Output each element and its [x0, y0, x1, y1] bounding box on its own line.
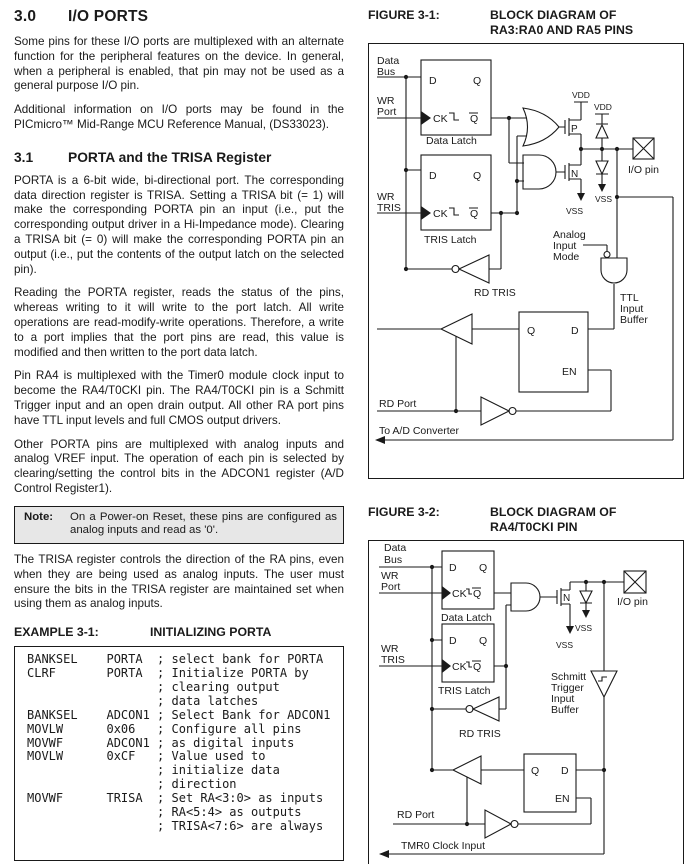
example-heading	[14, 625, 344, 639]
latch-q-label: Q	[479, 635, 488, 647]
code-line: ; initialize data	[27, 763, 280, 778]
latch-ck-label: CK	[433, 113, 448, 125]
analog-input-mode-label2: Input	[553, 240, 577, 252]
schmitt-trigger-buffer	[551, 671, 617, 716]
wr-tris-label2: TRIS	[381, 654, 405, 666]
code-line: MOVLW 0x06 ; Configure all pins	[27, 721, 302, 736]
figure-3-2-diagram	[369, 541, 683, 863]
and-gate	[511, 583, 540, 611]
rd-tris-label: RD TRIS	[474, 287, 516, 299]
latch-en-label: EN	[562, 366, 577, 378]
paragraph-porta-2: Reading the PORTA register, reads the status of the pins, whereas writing to it will write to the port latch. All write operations are read-modify-write operations. Therefore, a write to a port implies that the port pins are read, this value is modified and then written to the port data latch.	[14, 286, 344, 359]
ttl-buffer-label2: Input	[620, 303, 644, 315]
input-latch	[519, 312, 588, 392]
paragraph-intro-1: Some pins for these I/O ports are multiplexed with an alternate function for the peripheral features on the device. In general, when a peripheral is enabled, that pin may not be used as a general purpose I/O pin.	[14, 35, 344, 93]
latch-d-label: D	[449, 635, 457, 647]
latch-d-label: D	[449, 562, 457, 574]
code-line: BANKSEL ADCON1 ; Select Bank for ADCON1	[27, 707, 331, 722]
latch-d-label: D	[429, 75, 437, 87]
figure-3-1-title-line2: RA3:RA0 AND RA5 PINS	[490, 22, 634, 37]
vss-label: VSS	[556, 640, 574, 650]
or-gate	[523, 108, 559, 146]
rd-tris-label: RD TRIS	[459, 728, 501, 740]
analog-input-mode-label3: Mode	[553, 251, 580, 263]
data-bus-label: Data	[384, 542, 407, 554]
paragraph-porta-3: Pin RA4 is multiplexed with the Timer0 module clock input to become the RA4/T0CKI pin. The RA4/T0CKI pin is a Schmitt Trigger input and an open drain output. All other RA port pins have TTL input levels and full CMOS output drivers.	[14, 369, 344, 427]
code-line: CLRF PORTA ; Initialize PORTA by	[27, 666, 309, 680]
latch-d-label: D	[429, 170, 437, 182]
code-line: ; clearing output	[27, 679, 280, 694]
wr-tris-label2: TRIS	[377, 202, 401, 214]
figure-3-2-title-line1: BLOCK DIAGRAM OF	[490, 505, 617, 519]
ttl-buffer-label: TTL	[620, 292, 639, 304]
tmr0-clock-input-label: TMR0 Clock Input	[401, 840, 486, 852]
vss-label: VSS	[595, 194, 613, 204]
code-line: MOVLW 0xCF ; Value used to	[27, 749, 266, 764]
ttl-buffer-label3: Buffer	[620, 314, 648, 326]
subsection-number: 3.1	[14, 149, 34, 165]
latch-qbar-label: Q	[473, 588, 482, 600]
section-title: I/O PORTS	[68, 8, 149, 25]
code-line: ; TRISA<7:6> are always	[27, 818, 324, 833]
bus-and-control-labels	[381, 542, 406, 666]
subsection-title: PORTA and the TRISA Register	[68, 149, 272, 165]
figure-3-2-frame	[368, 540, 684, 864]
n-mosfet-label: N	[563, 593, 571, 604]
data-bus-label2: Bus	[384, 554, 403, 566]
figure-3-2-title-line2: RA4/T0CKI PIN	[490, 519, 578, 534]
io-pin-label: I/O pin	[617, 596, 648, 608]
p-mosfet-label: P	[571, 124, 578, 135]
io-pin-label: I/O pin	[628, 164, 659, 176]
rd-port-label: RD Port	[397, 809, 435, 821]
schmitt-buffer-label2: Trigger	[551, 682, 584, 694]
wr-port-label: WR	[377, 95, 395, 107]
paragraph-intro-2: Additional information on I/O ports may be found in the PICmicro™ Mid-Range MCU Reference Manual, (DS33023).	[14, 103, 344, 131]
analog-input-mode	[553, 229, 586, 263]
latch-q-label: Q	[473, 170, 482, 182]
vdd-label: VDD	[594, 102, 612, 112]
paragraph-porta-4: Other PORTA pins are multiplexed with analog inputs and analog VREF input. The operation of each pin is selected by clearing/setting the control bits in the ADCON1 register (A/D Control Register1).	[14, 437, 344, 495]
io-pin	[628, 138, 659, 176]
bus-and-control-labels	[377, 55, 401, 214]
figure-3-1-heading	[368, 8, 684, 37]
latch-qbar-label: Q	[473, 661, 482, 673]
n-mosfet-label: N	[571, 169, 579, 180]
tris-latch-caption: TRIS Latch	[424, 234, 477, 246]
wr-port-label2: Port	[381, 581, 401, 593]
latch-en-label: EN	[555, 793, 570, 805]
latch-ck-label: CK	[433, 208, 448, 220]
data-bus-label: Data	[377, 55, 400, 67]
wr-tris-label: WR	[377, 191, 395, 203]
right-column	[368, 0, 684, 864]
code-line: ; data latches	[27, 693, 259, 708]
figure-3-2-heading	[368, 505, 684, 534]
latch-d-label: D	[561, 765, 569, 777]
data-latch-caption: Data Latch	[441, 612, 492, 624]
example-code-box	[14, 646, 344, 861]
rd-port-label: RD Port	[379, 398, 417, 410]
latch-q-label: Q	[527, 325, 536, 337]
figure-3-2-label: FIGURE 3-2:	[368, 505, 440, 519]
data-latch	[441, 551, 494, 624]
to-ad-converter	[375, 425, 459, 444]
analog-input-mode-label: Analog	[553, 229, 586, 241]
vss-label: VSS	[566, 206, 584, 216]
wr-tris-label: WR	[381, 643, 399, 655]
paragraph-porta-1: PORTA is a 6-bit wide, bi-directional port. The corresponding data direction register is TRISA. Setting a TRISA bit (= 1) will make the corresponding PORTA pin an input (i.e., put the corresponding output driver in a Hi-Impedance mode). Clearing a TRISA bit (= 0) will make the corresponding PORTA pin an output (i.e., put the contents of the output latch on the selected pin).	[14, 173, 344, 276]
figure-3-1-title-line1: BLOCK DIAGRAM OF	[490, 8, 617, 22]
latch-q-label: Q	[473, 75, 482, 87]
wr-port-label: WR	[381, 570, 399, 582]
schmitt-buffer-label4: Buffer	[551, 704, 579, 716]
tris-latch	[438, 624, 494, 697]
note-box	[14, 506, 344, 544]
clamp-diode	[575, 591, 592, 633]
vss-label: VSS	[575, 623, 593, 633]
n-transistor	[556, 593, 574, 650]
latch-ck-label: CK	[452, 661, 467, 673]
data-bus-label2: Bus	[377, 66, 396, 78]
example-title: INITIALIZING PORTA	[150, 625, 272, 640]
ttl-input-buffer-gate	[601, 252, 648, 327]
code-line: ; direction	[27, 777, 237, 792]
code-line: MOVWF ADCON1 ; as digital inputs	[27, 735, 295, 750]
vdd-label: VDD	[572, 90, 590, 100]
tris-latch	[421, 155, 491, 246]
figure-3-2-title	[490, 505, 616, 534]
latch-qbar-label: Q	[470, 208, 479, 220]
latch-qbar-label: Q	[470, 113, 479, 125]
subsection-heading	[14, 150, 344, 165]
latch-q-label: Q	[531, 765, 540, 777]
to-ad-converter-label: To A/D Converter	[379, 425, 459, 437]
paragraph-trisa: The TRISA register controls the direction of the RA pins, even when they are being used as analog inputs. The user must ensure the bits in the TRISA register are maintained set when using them as analog inputs.	[14, 552, 344, 611]
code-line: MOVWF TRISA ; Set RA<3:0> as inputs	[27, 791, 324, 806]
figure-3-1-frame	[368, 43, 684, 479]
note-text: On a Power-on Reset, these pins are configured as analog inputs and read as '0'.	[70, 510, 337, 537]
latch-q-label: Q	[479, 562, 488, 574]
latch-ck-label: CK	[452, 588, 467, 600]
clamp-diodes	[594, 102, 612, 204]
latch-d-label: D	[571, 325, 579, 337]
rd-tris-buffer	[459, 697, 501, 740]
data-latch-caption: Data Latch	[426, 135, 477, 147]
wr-port-label2: Port	[377, 106, 397, 118]
left-column	[14, 0, 344, 861]
input-latch	[524, 754, 576, 812]
section-heading	[14, 8, 344, 26]
section-number: 3.0	[14, 8, 37, 25]
figure-3-1-title	[490, 8, 633, 37]
code-line: ; RA<5:4> as outputs	[27, 805, 302, 820]
example-number: EXAMPLE 3-1:	[14, 625, 99, 640]
schmitt-buffer-label: Schmitt	[551, 671, 587, 683]
tris-latch-caption: TRIS Latch	[438, 685, 491, 697]
figure-3-1-label: FIGURE 3-1:	[368, 8, 440, 22]
io-pin	[617, 571, 648, 608]
rd-tris-buffer	[452, 255, 516, 299]
tmr0-clock-input	[379, 840, 485, 858]
figure-3-1-diagram	[369, 44, 683, 478]
data-latch	[421, 60, 491, 147]
and-gate	[523, 155, 556, 189]
code-line: BANKSEL PORTA ; select bank for PORTA	[27, 652, 324, 667]
note-label: Note:	[24, 510, 54, 523]
schmitt-buffer-label3: Input	[551, 693, 575, 705]
